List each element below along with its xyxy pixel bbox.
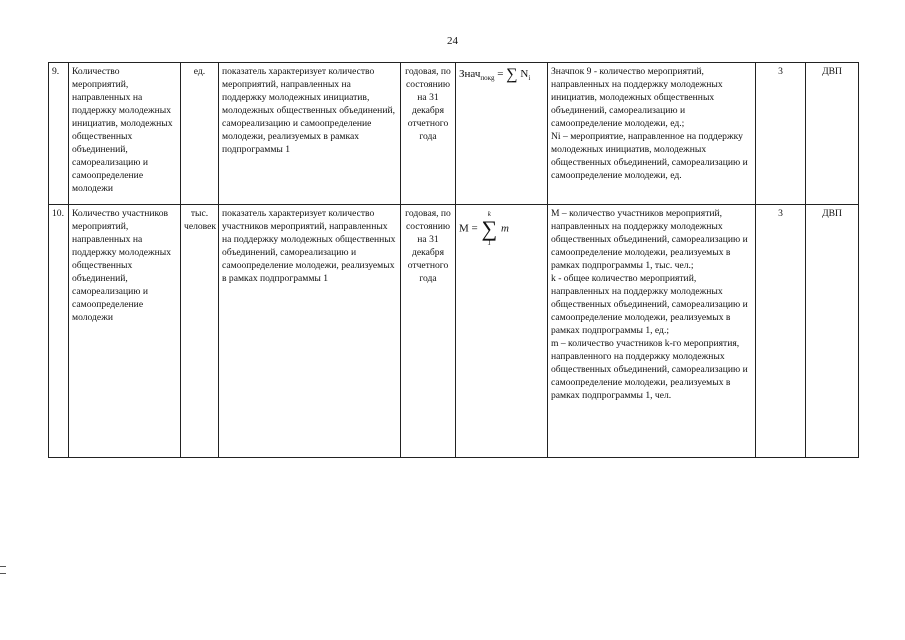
scan-margin-marks [0,566,6,580]
page-number: 24 [447,35,458,47]
periodicity: годовая, по состоянию на 31 декабря отчетного года [401,63,456,205]
data-source: ДВП [806,63,859,205]
data-source: ДВП [806,205,859,458]
calculation-formula [456,63,548,205]
formula-explanation: Значпок 9 - количество мероприятий, направленных на поддержку молодежных инициатив, молодежных общественных объединений, самореализацию и самоопределение молодежи, ед.; Ni – мероприятие, направленное на поддержку молодежных инициатив, молодежных общественных объединений, самореализацию и самоопределение молодежи, ед. [548,63,756,205]
formula-variable: N [520,68,529,80]
sum-symbol: ∑ [506,66,518,83]
formula-variable: m [500,222,509,235]
indicator-description: показатель характеризует количество участников мероприятий, направленных на поддержку молодежных общественных объединений, самореализацию и самоопределение молодежи, реализуемых в рамках подпрограммы 1 [219,205,401,458]
indicators-table [48,62,859,458]
formula-expression [459,207,544,248]
table-row [49,63,859,205]
indicator-name: Количество участников мероприятий, направленных на поддержку молодежных общественных объединений, самореализацию и самоопределение молодежи [69,205,181,458]
formula-lhs-subscript: покg [480,74,495,82]
sum-upper-limit: k [487,210,491,218]
formula-expression [459,65,544,85]
formula-equals: = [497,68,504,80]
formula-lhs: Знач [459,68,481,80]
calculation-formula [456,205,548,458]
formula-lhs: M [459,222,469,235]
indicator-value: 3 [756,205,806,458]
unit-of-measure: ед. [181,63,219,205]
unit-of-measure: тыс. человек [181,205,219,458]
row-number: 10. [49,205,69,458]
indicator-value: 3 [756,63,806,205]
sum-operator [482,210,498,248]
sum-lower-limit: 1 [487,239,492,247]
row-number: 9. [49,63,69,205]
formula-explanation: М – количество участников мероприятий, направленных на поддержку молодежных общественных объединений, самореализацию и самоопределение молодежи, реализуемых в рамках подпрограммы 1, тыс. чел.; k - общее количество мероприятий, направленных на поддержку молодежных общественных объединений, самореализацию и самоопределение молодежи, реализуемых в рамках подпрограммы 1, ед.; m – количество участников k-го мероприятия, направленного на поддержку молодежных общественных объединений, самореализацию и самоопределение молодежи, реализуемых в рамках подпрограммы 1, чел. [548,205,756,458]
indicator-name: Количество мероприятий, направленных на поддержку молодежных инициатив, молодежных общественных объединений, самореализацию и самоопределение молодежи [69,63,181,205]
formula-equals: = [471,222,478,235]
formula-variable-subscript: i [528,74,531,82]
indicator-description: показатель характеризует количество мероприятий, направленных на поддержку молодежных инициатив, молодежных общественных объединений, самореализацию и самоопределение молодежи, реализуемых в рамках подпрограммы 1 [219,63,401,205]
table-row [49,205,859,458]
periodicity: годовая, по состоянию на 31 декабря отчетного года [401,205,456,458]
sum-symbol: ∑ [481,216,498,241]
